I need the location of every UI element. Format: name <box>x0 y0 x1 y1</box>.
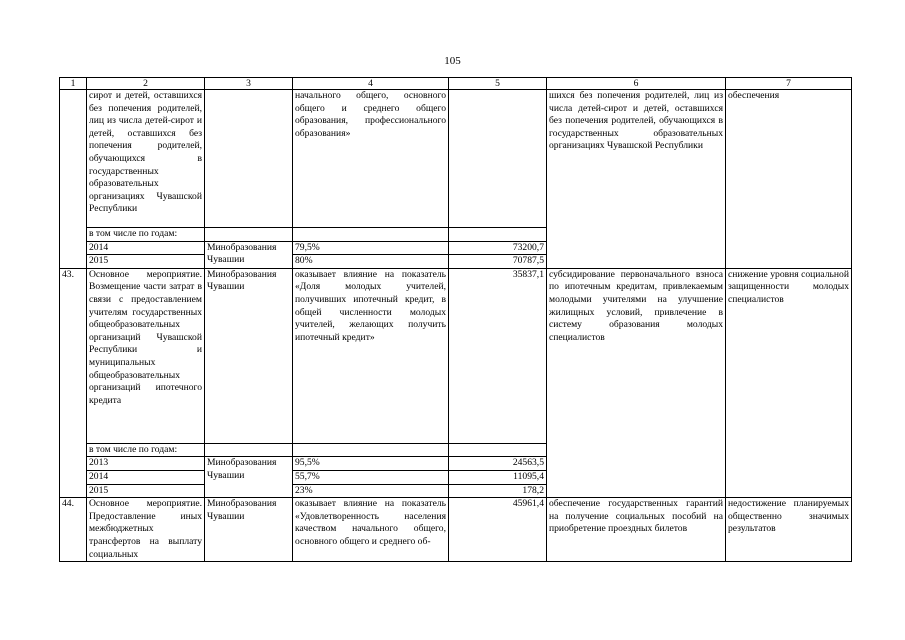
year-amount: 73200,7 <box>449 241 547 255</box>
column-number: 1 <box>60 78 87 90</box>
consequence-text: снижение уровня социальной защищенности молодых специалистов <box>726 268 852 497</box>
year-indicator: 80% <box>293 255 449 269</box>
total-amount: 45961,4 <box>449 498 547 562</box>
consequence-text: обеспечения <box>726 90 852 269</box>
total-amount: 35837,1 <box>449 268 547 443</box>
column-number: 5 <box>449 78 547 90</box>
page-number: 105 <box>444 55 461 67</box>
program-table <box>59 77 852 562</box>
by-years-label: в том числе по годам: <box>87 228 205 242</box>
executor-cell: Минобразования Чувашии <box>205 498 293 562</box>
column-number: 2 <box>87 78 205 90</box>
result-text: субсидирование первоначального взноса по ипотечным кредитам, привлекаемым молодыми учителями на улучшение жилищных условий, привлечение в систему образования молодых специалистов <box>547 268 726 497</box>
year-amount: 178,2 <box>449 484 547 498</box>
table-row <box>60 498 852 562</box>
executor-cell: Минобразования Чувашии <box>205 241 293 268</box>
row-number-cell <box>60 90 87 269</box>
year-cell: 2014 <box>87 470 205 484</box>
year-amount: 24563,5 <box>449 457 547 471</box>
column-number: 7 <box>726 78 852 90</box>
column-number: 3 <box>205 78 293 90</box>
indicator-text: начального общего, основного общего и среднего общего образования, профессионального образования» <box>293 90 449 228</box>
year-indicator: 95,5% <box>293 457 449 471</box>
table-row <box>60 268 852 443</box>
measure-text: Основное мероприятие. Предоставление иных межбюджетных трансфертов на выплату социальных <box>87 498 205 562</box>
year-indicator: 79,5% <box>293 241 449 255</box>
result-text: обеспечение государственных гарантий на получение социальных пособий на приобретение проездных билетов <box>547 498 726 562</box>
executor-cell: Минобразования Чувашии <box>205 457 293 498</box>
indicator-text: оказывает влияние на показатель «Доля молодых учителей, получивших ипотечный кредит, в общей численности молодых учителей, желающих получить ипотечный кредит» <box>293 268 449 443</box>
table-row <box>60 90 852 228</box>
year-cell: 2015 <box>87 484 205 498</box>
by-years-label: в том числе по годам: <box>87 443 205 457</box>
row-number: 44. <box>60 498 87 562</box>
year-indicator: 55,7% <box>293 470 449 484</box>
measure-text: Основное мероприятие. Возмещение части затрат в связи с предоставлением учителям государственных общеобразовательных организаций Чувашской Республики и муниципальных общеобразовательных организаций ипотечного кредита <box>87 268 205 443</box>
year-cell: 2015 <box>87 255 205 269</box>
row-number: 43. <box>60 268 87 497</box>
indicator-text: оказывает влияние на показатель «Удовлетворенность населения качеством начального общего, основного общего и среднего об- <box>293 498 449 562</box>
year-cell: 2014 <box>87 241 205 255</box>
year-amount: 11095,4 <box>449 470 547 484</box>
year-amount: 70787,5 <box>449 255 547 269</box>
executor-cell: Минобразования Чувашии <box>205 268 293 443</box>
executor-cell <box>205 90 293 228</box>
column-number: 4 <box>293 78 449 90</box>
measure-text: сирот и детей, оставшихся без попечения родителей, лиц из числа детей-сирот и детей, оставшихся без попечения родителей, обучающихся в государственных образовательных организациях Чувашской Республики <box>87 90 205 228</box>
amount-cell <box>449 90 547 228</box>
year-cell: 2013 <box>87 457 205 471</box>
column-numbers-row <box>60 78 852 90</box>
year-indicator: 23% <box>293 484 449 498</box>
result-text: шихся без попечения родителей, лиц из числа детей-сирот и детей, оставшихся без попечения родителей, обучающихся в государственных образовательных организациях Чувашской Республики <box>547 90 726 269</box>
consequence-text: недостижение планируемых общественно значимых результатов <box>726 498 852 562</box>
column-number: 6 <box>547 78 726 90</box>
